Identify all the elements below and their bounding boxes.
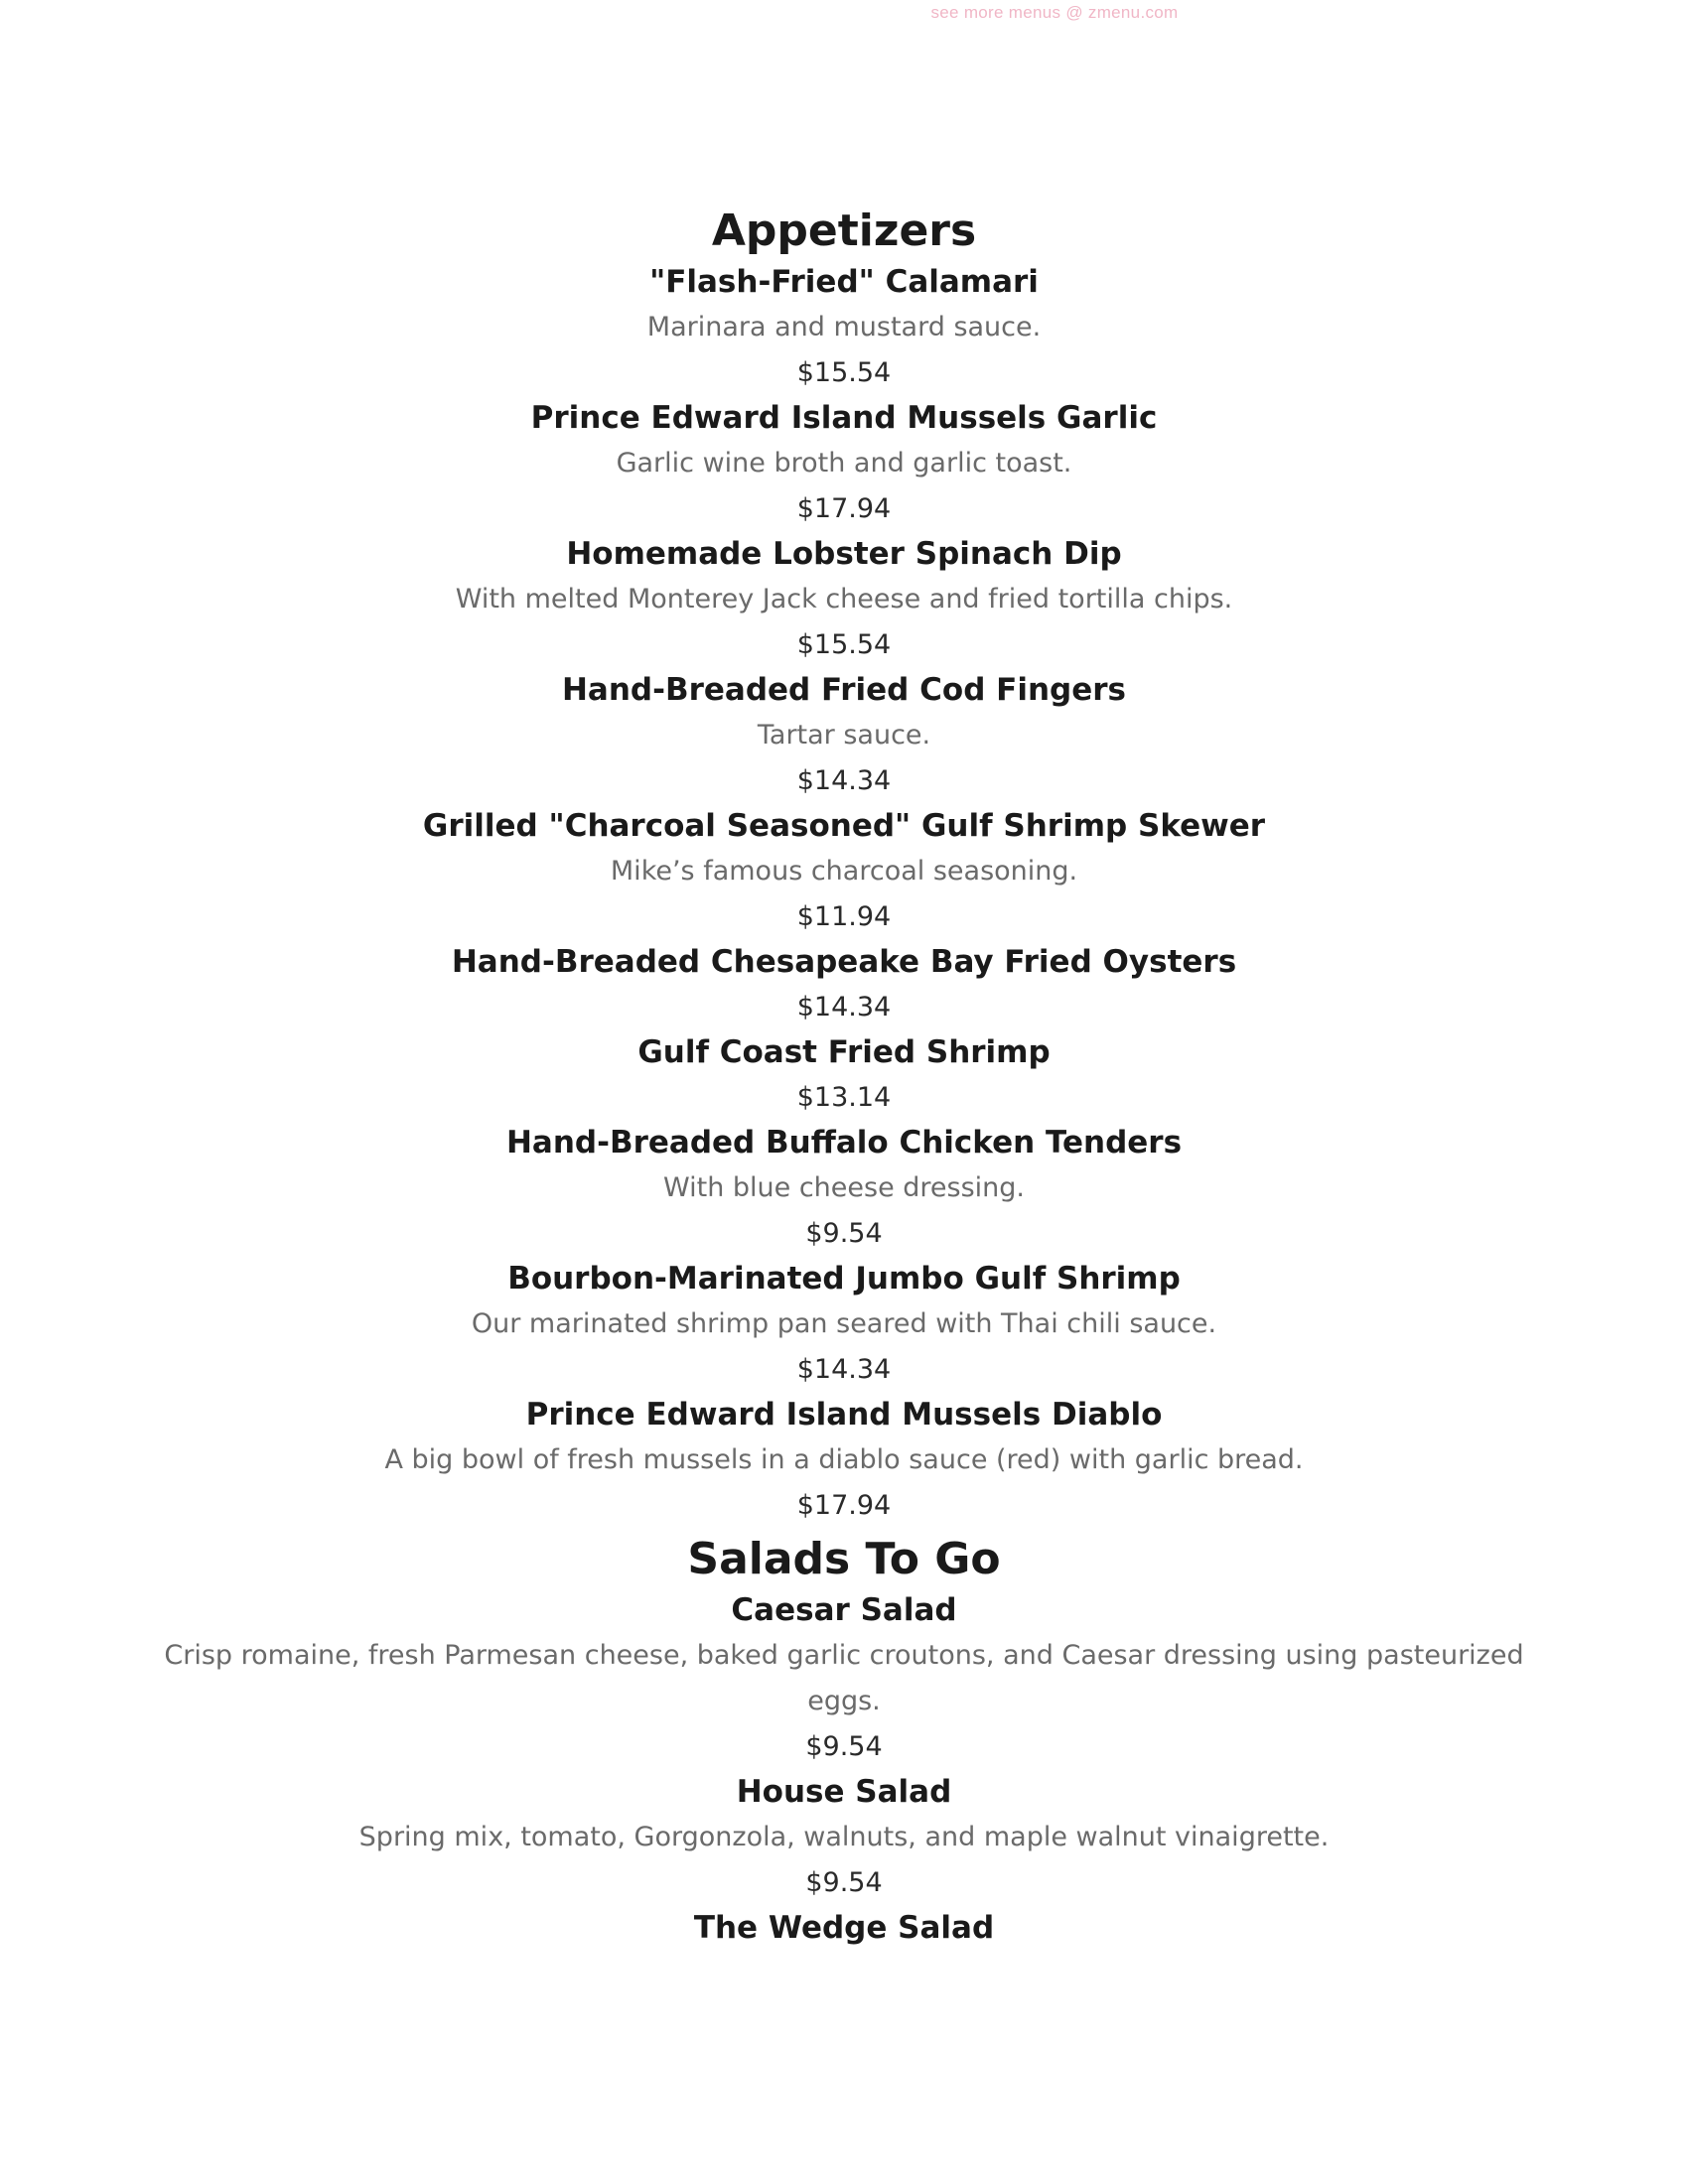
- menu-item: [149, 1257, 1539, 1393]
- menu-item: [149, 940, 1539, 1030]
- menu-item: [149, 1393, 1539, 1529]
- menu-item: [149, 1030, 1539, 1121]
- item-price: $13.14: [796, 1082, 892, 1113]
- item-name: Caesar Salad: [731, 1592, 957, 1628]
- menu-item: [149, 804, 1539, 940]
- item-price: $17.94: [796, 1490, 892, 1521]
- section-title: Salads To Go: [687, 1534, 1001, 1584]
- menu-item: [149, 1588, 1539, 1770]
- item-name: Hand-Breaded Chesapeake Bay Fried Oysters: [451, 944, 1237, 980]
- item-price: $15.54: [796, 629, 892, 660]
- section-appetizers: [149, 203, 1539, 1529]
- item-price: $11.94: [796, 901, 892, 932]
- menu-item: [149, 260, 1539, 396]
- item-description: Crisp romaine, fresh Parmesan cheese, baked garlic croutons, and Caesar dressing using pasteurized eggs.: [164, 1640, 1524, 1716]
- item-price: $9.54: [805, 1731, 883, 1762]
- item-description: Garlic wine broth and garlic toast.: [616, 448, 1072, 478]
- menu-page: [149, 203, 1539, 1951]
- item-name: The Wedge Salad: [693, 1910, 995, 1946]
- item-description: Our marinated shrimp pan seared with Thai chili sauce.: [471, 1308, 1217, 1339]
- menu-item: [149, 532, 1539, 668]
- item-price: $17.94: [796, 493, 892, 524]
- item-description: Marinara and mustard sauce.: [646, 312, 1042, 342]
- item-price: $14.34: [796, 992, 892, 1023]
- item-name: Hand-Breaded Fried Cod Fingers: [561, 672, 1127, 708]
- item-name: Prince Edward Island Mussels Diablo: [525, 1397, 1163, 1433]
- section-title: Appetizers: [711, 205, 977, 256]
- item-description: Tartar sauce.: [757, 720, 931, 751]
- menu-item: [149, 1121, 1539, 1257]
- item-description: With blue cheese dressing.: [663, 1172, 1025, 1203]
- item-description: A big bowl of fresh mussels in a diablo sauce (red) with garlic bread.: [384, 1444, 1304, 1475]
- item-description: Spring mix, tomato, Gorgonzola, walnuts, and maple walnut vinaigrette.: [358, 1822, 1330, 1852]
- item-name: House Salad: [736, 1774, 952, 1810]
- watermark-link[interactable]: see more menus @ zmenu.com: [930, 3, 1179, 22]
- menu-item: [149, 1906, 1539, 1951]
- item-price: $9.54: [805, 1218, 883, 1249]
- item-name: Gulf Coast Fried Shrimp: [637, 1034, 1051, 1070]
- menu-item: [149, 1770, 1539, 1906]
- item-name: Prince Edward Island Mussels Garlic: [530, 400, 1158, 436]
- menu-item: [149, 668, 1539, 804]
- section-salads-to-go: [149, 1531, 1539, 1951]
- item-price: $14.34: [796, 765, 892, 796]
- item-name: Homemade Lobster Spinach Dip: [566, 536, 1122, 572]
- item-price: $15.54: [796, 357, 892, 388]
- item-name: Hand-Breaded Buffalo Chicken Tenders: [505, 1125, 1183, 1160]
- menu-item: [149, 396, 1539, 532]
- item-name: Grilled "Charcoal Seasoned" Gulf Shrimp Skewer: [422, 808, 1266, 844]
- item-name: "Flash-Fried" Calamari: [649, 264, 1039, 300]
- item-price: $14.34: [796, 1354, 892, 1385]
- item-price: $9.54: [805, 1867, 883, 1898]
- item-description: Mike’s famous charcoal seasoning.: [610, 856, 1078, 887]
- item-description: With melted Monterey Jack cheese and fried tortilla chips.: [455, 584, 1233, 614]
- item-name: Bourbon-Marinated Jumbo Gulf Shrimp: [507, 1261, 1181, 1297]
